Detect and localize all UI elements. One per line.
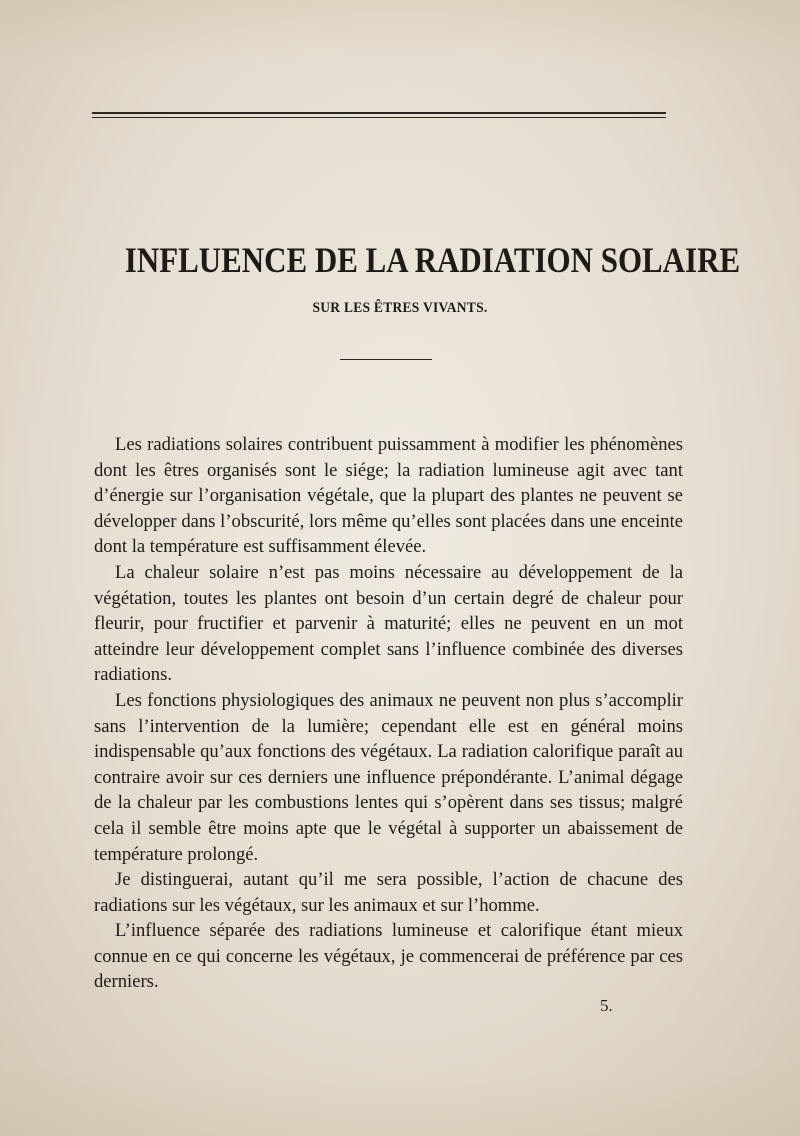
body-text xyxy=(94,432,683,995)
chapter-title: INFLUENCE DE LA RADIATION SOLAIRE xyxy=(124,240,741,281)
paragraph: Je distinguerai, autant qu’il me sera possible, l’action de chacune des radiations sur les végétaux, sur les animaux et sur l’homme. xyxy=(94,869,683,916)
paragraph: La chaleur solaire n’est pas moins nécessaire au développement de la végétation, toutes les plantes ont besoin d’un certain degré de chaleur pour fleurir, pour fructifier et parvenir à maturité; elles ne peuvent en un mot atteindre leur développement complet sans l’influence combinée des diverses radiations. xyxy=(94,561,683,686)
chapter-subtitle: SUR LES ÊTRES VIVANTS. xyxy=(312,300,488,317)
paragraph: Les fonctions physiologiques des animaux ne peuvent non plus s’accomplir sans l’intervention de la lumière; cependant elle est en général moins indispensable qu’aux fonctions des végétaux. La radiation calorifique paraît au contraire avoir sur ces derniers une influence prépondérante. L’animal dégage de la chaleur par les combustions lentes qui s’opèrent dans ses tissus; malgré cela il semble être moins apte que le végétal à supporter un abaissement de température prolongé. xyxy=(94,689,683,865)
paragraph: Les radiations solaires contribuent puissamment à modifier les phénomènes dont les êtres organisés sont le siége; la radiation lumineuse agit avec tant d’énergie sur l’organisation végétale, que la plupart des plantes ne peuvent se développer dans l’obscurité, lors même qu’elles sont placées dans une enceinte dont la température est suffisamment élevée. xyxy=(94,434,683,558)
title-separator-rule xyxy=(340,359,432,360)
page-number: 5. xyxy=(600,996,613,1015)
top-double-rule xyxy=(92,112,666,118)
paragraph: L’influence séparée des radiations lumineuse et calorifique étant mieux connue en ce qui concerne les végétaux, je commencerai de préférence par ces derniers. xyxy=(94,920,683,993)
